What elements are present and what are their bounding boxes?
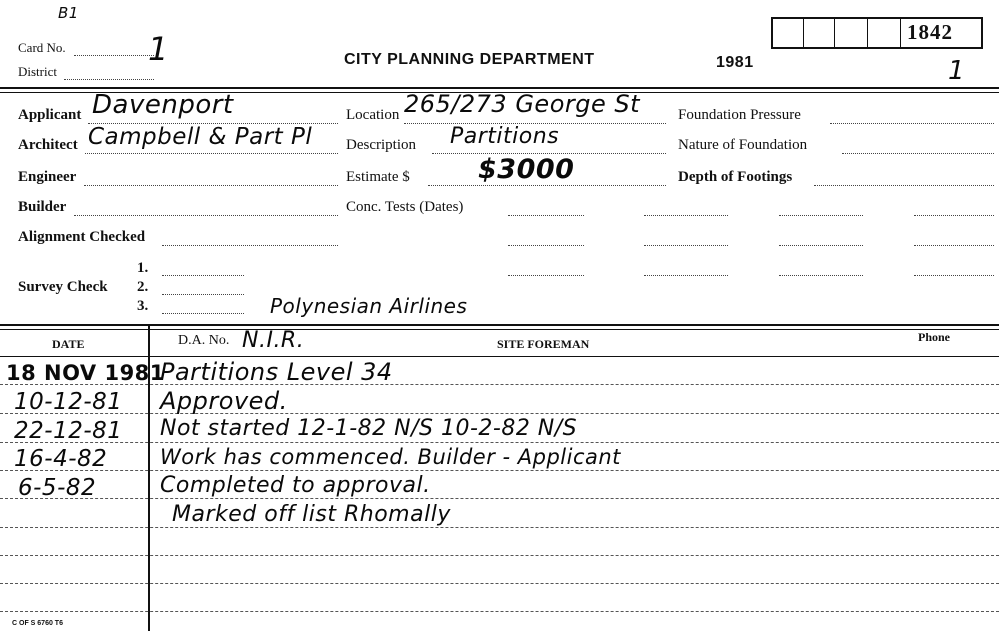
- file-number: 1842: [907, 20, 953, 44]
- log-entry-text: Work has commenced. Builder - Applicant: [160, 445, 621, 469]
- log-entry-text: Completed to approval.: [160, 473, 431, 498]
- log-entry-date: 10-12-81: [14, 389, 123, 415]
- card-no-line: [74, 55, 154, 56]
- log-entry-date: 6-5-82: [18, 475, 97, 501]
- applicant-label: Applicant: [18, 107, 82, 123]
- architect-line: [85, 153, 338, 154]
- survey-item-2: 2.: [137, 279, 149, 295]
- log-rule-3: [0, 442, 999, 443]
- conc-tests-label: Conc. Tests (Dates): [346, 199, 464, 215]
- foundation-pressure-line: [830, 123, 994, 124]
- align-line-2: [508, 245, 584, 246]
- align-line-3: [644, 245, 728, 246]
- district-line: [64, 79, 154, 80]
- location-label: Location: [346, 107, 400, 123]
- nature-foundation-line: [842, 153, 994, 154]
- engineer-line: [84, 185, 338, 186]
- year-label: 1981: [716, 54, 754, 71]
- alignment-label: Alignment Checked: [18, 229, 146, 245]
- log-entry-date: 22-12-81: [14, 418, 123, 444]
- alignment-line: [162, 245, 338, 246]
- builder-line: [74, 215, 338, 216]
- survey-line-3: [162, 313, 244, 314]
- conc-tests-line-4: [914, 215, 994, 216]
- site-foreman-header: SITE FOREMAN: [497, 337, 590, 351]
- blank-line-a4: [914, 275, 994, 276]
- log-rule-6: [0, 527, 999, 528]
- description-label: Description: [346, 137, 416, 153]
- depth-footings-line: [814, 185, 994, 186]
- header-divider: [0, 87, 999, 89]
- builder-label: Builder: [18, 199, 67, 215]
- architect-label: Architect: [18, 137, 78, 153]
- nature-foundation-label: Nature of Foundation: [678, 137, 808, 153]
- log-rule-9: [0, 611, 999, 612]
- estimate-label: Estimate $: [346, 169, 410, 185]
- blank-line-a3: [779, 275, 863, 276]
- location-value: 265/273 George St: [404, 90, 641, 118]
- log-entry-text: Approved.: [160, 387, 288, 415]
- architect-value: Campbell & Part Pl: [88, 124, 313, 150]
- log-entry-text: Not started 12-1-82 N/S 10-2-82 N/S: [160, 416, 578, 441]
- blank-line-a2: [644, 275, 728, 276]
- log-entry-date: 18 NOV 1981: [6, 361, 165, 385]
- da-no-label: D.A. No.: [178, 333, 230, 348]
- right-mark: 1: [948, 56, 966, 86]
- log-rule-4: [0, 470, 999, 471]
- file-number-box: [771, 17, 983, 49]
- foundation-pressure-label: Foundation Pressure: [678, 107, 801, 123]
- log-entry-text: Marked off list Rhomally: [172, 502, 451, 527]
- description-value: Partitions: [450, 124, 560, 149]
- depth-footings-label: Depth of Footings: [678, 169, 793, 185]
- align-line-4: [779, 245, 863, 246]
- log-rule-7: [0, 555, 999, 556]
- survey-item-1: 1.: [137, 260, 149, 276]
- corner-mark: B1: [58, 4, 79, 22]
- survey-note: Polynesian Airlines: [270, 294, 468, 318]
- applicant-value: Davenport: [92, 90, 234, 120]
- conc-tests-line-3: [779, 215, 863, 216]
- log-entry-date: 16-4-82: [14, 446, 108, 472]
- conc-tests-line-1: [508, 215, 584, 216]
- conc-tests-line-2: [644, 215, 728, 216]
- date-header: DATE: [52, 337, 85, 351]
- engineer-label: Engineer: [18, 169, 77, 185]
- card-no-value: 1: [148, 30, 169, 68]
- log-entry-text: Partitions Level 34: [160, 358, 393, 386]
- card-no-label: Card No.: [18, 40, 66, 55]
- survey-line-1: [162, 275, 244, 276]
- estimate-line: [428, 185, 666, 186]
- form-code: C OF S 6760 T6: [12, 620, 63, 627]
- log-header-underline: [0, 356, 999, 357]
- survey-item-3: 3.: [137, 298, 149, 314]
- survey-line-2: [162, 294, 244, 295]
- survey-check-label: Survey Check: [18, 279, 108, 295]
- align-line-5: [914, 245, 994, 246]
- district-label: District: [18, 64, 57, 79]
- log-rule-5: [0, 498, 999, 499]
- blank-line-a1: [508, 275, 584, 276]
- department-title: CITY PLANNING DEPARTMENT: [344, 51, 595, 68]
- da-no-value: N.I.R.: [242, 328, 305, 353]
- log-rule-2: [0, 413, 999, 414]
- phone-header: Phone: [918, 330, 951, 344]
- log-rule-8: [0, 583, 999, 584]
- estimate-value: $3000: [478, 154, 575, 185]
